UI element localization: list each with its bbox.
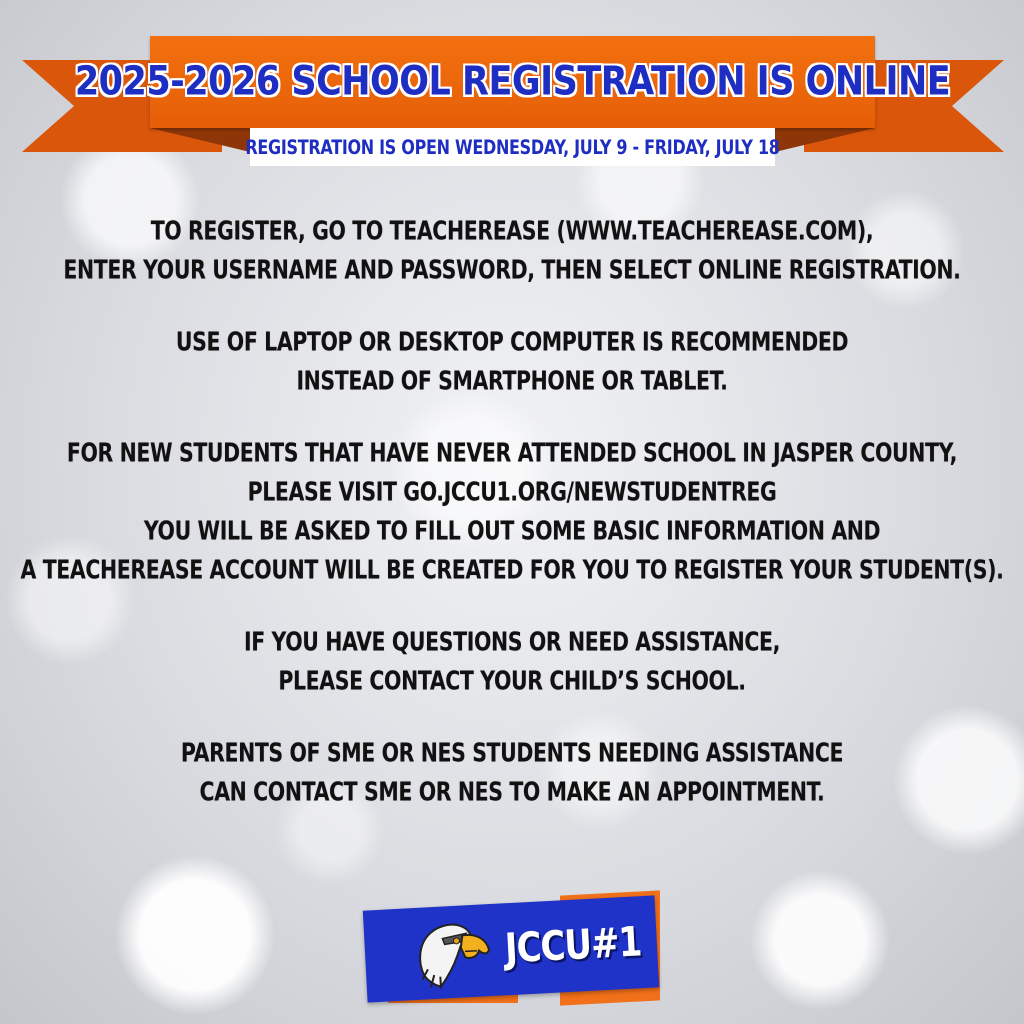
text-line: FOR NEW STUDENTS THAT HAVE NEVER ATTENDED SCHOOL IN JASPER COUNTY, [66,437,958,468]
text-line: PLEASE VISIT GO.JCCU1.ORG/NEWSTUDENTREG [247,476,777,507]
text-line: CAN CONTACT SME OR NES TO MAKE AN APPOINTMENT. [199,776,825,807]
badge-label: JCCU#1 [503,918,643,974]
instructions [0,212,1024,845]
text-line: PARENTS OF SME OR NES STUDENTS NEEDING ASSISTANCE [180,737,844,768]
registration-dates: REGISTRATION IS OPEN WEDNESDAY, JULY 9 - FRIDAY, JULY 18 [245,135,780,159]
title-banner [74,36,951,128]
jccu-logo-badge [363,895,659,1002]
text-line: IF YOU HAVE QUESTIONS OR NEED ASSISTANCE, [243,626,781,657]
text-line: ENTER YOUR USERNAME AND PASSWORD, THEN SELECT ONLINE REGISTRATION. [63,254,961,285]
text-line: YOU WILL BE ASKED TO FILL OUT SOME BASIC INFORMATION AND [143,515,881,546]
paragraph-how-to-register [0,212,1024,290]
paragraph-new-students [0,434,1024,590]
text-line: A TEACHEREASE ACCOUNT WILL BE CREATED FOR YOU TO REGISTER YOUR STUDENT(S). [20,554,1004,585]
page-title: 2025-2026 SCHOOL REGISTRATION IS ONLINE [74,59,951,105]
subtitle-banner [245,128,780,166]
text-line: INSTEAD OF SMARTPHONE OR TABLET. [296,365,728,396]
text-line: PLEASE CONTACT YOUR CHILD’S SCHOOL. [278,665,746,696]
text-line: TO REGISTER, GO TO TEACHEREASE (WWW.TEACHEREASE.COM), [150,215,874,246]
paragraph-questions [0,623,1024,701]
paragraph-sme-nes [0,734,1024,812]
eagle-mascot-icon [411,910,495,994]
paragraph-device-recommendation [0,323,1024,401]
text-line: USE OF LAPTOP OR DESKTOP COMPUTER IS RECOMMENDED [175,326,849,357]
